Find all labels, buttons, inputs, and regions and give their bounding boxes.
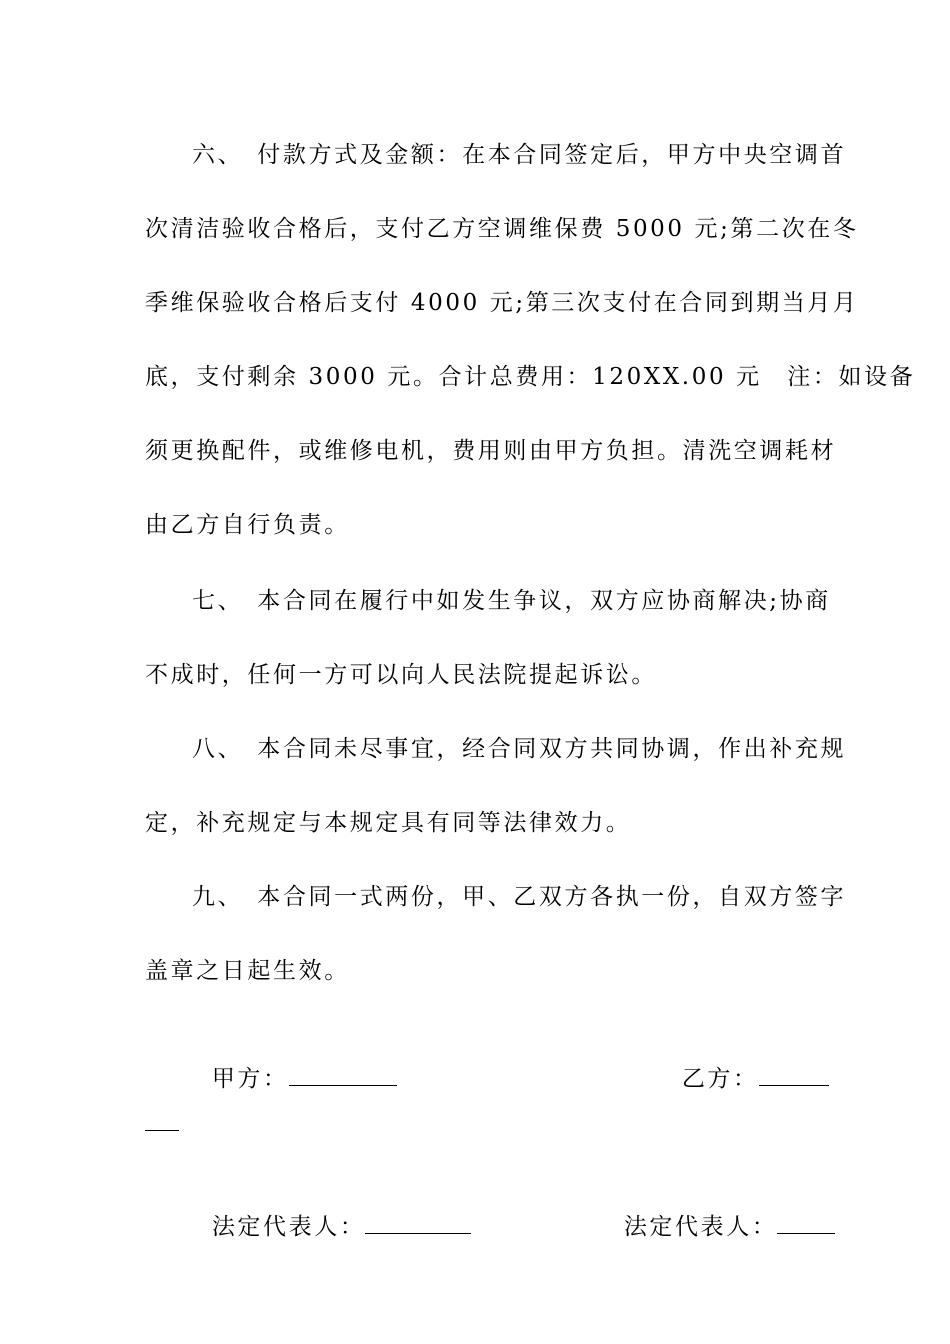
clause-6-line-5: 须更换配件，或维修电机，费用则由甲方负担。清洗空调耗材 bbox=[145, 438, 837, 464]
party-a-blank[interactable] bbox=[289, 1065, 397, 1086]
party-a-signature bbox=[192, 1034, 397, 1094]
clause-6-line-4: 底，支付剩余 3000 元。合计总费用：120XX.00 元 注：如设备 bbox=[145, 364, 916, 390]
rep-b-label: 法定代表人： bbox=[623, 1214, 778, 1240]
rep-a-label: 法定代表人： bbox=[211, 1214, 366, 1240]
clause-6-line-3: 季维保验收合格后支付 4000 元;第三次支付在合同到期当月月 bbox=[145, 290, 859, 316]
party-b-signature bbox=[662, 1034, 829, 1094]
clause-8-line-1: 八、 本合同未尽事宜，经合同双方共同协调，作出补充规 bbox=[192, 736, 847, 762]
rep-a-signature bbox=[192, 1182, 471, 1242]
party-b-blank-continuation bbox=[145, 1130, 179, 1131]
party-b-label: 乙方： bbox=[681, 1066, 759, 1092]
party-a-label: 甲方： bbox=[211, 1066, 289, 1092]
clause-6-line-2: 次清洁验收合格后，支付乙方空调维保费 5000 元;第二次在冬 bbox=[145, 216, 859, 242]
rep-b-signature bbox=[604, 1182, 835, 1242]
clause-6-line-6: 由乙方自行负责。 bbox=[145, 512, 350, 538]
clause-9-line-1: 九、 本合同一式两份，甲、乙双方各执一份，自双方签字 bbox=[192, 884, 847, 910]
clause-6-line-1: 六、 付款方式及金额：在本合同签定后，甲方中央空调首 bbox=[192, 142, 847, 168]
clause-7-line-2: 不成时，任何一方可以向人民法院提起诉讼。 bbox=[145, 662, 657, 688]
party-b-blank[interactable] bbox=[759, 1065, 829, 1086]
rep-b-blank[interactable] bbox=[777, 1213, 835, 1234]
clause-7-line-1: 七、 本合同在履行中如发生争议，双方应协商解决;协商 bbox=[192, 588, 831, 614]
clause-9-line-2: 盖章之日起生效。 bbox=[145, 958, 350, 984]
clause-8-line-2: 定，补充规定与本规定具有同等法律效力。 bbox=[145, 810, 632, 836]
rep-a-blank[interactable] bbox=[365, 1213, 471, 1234]
